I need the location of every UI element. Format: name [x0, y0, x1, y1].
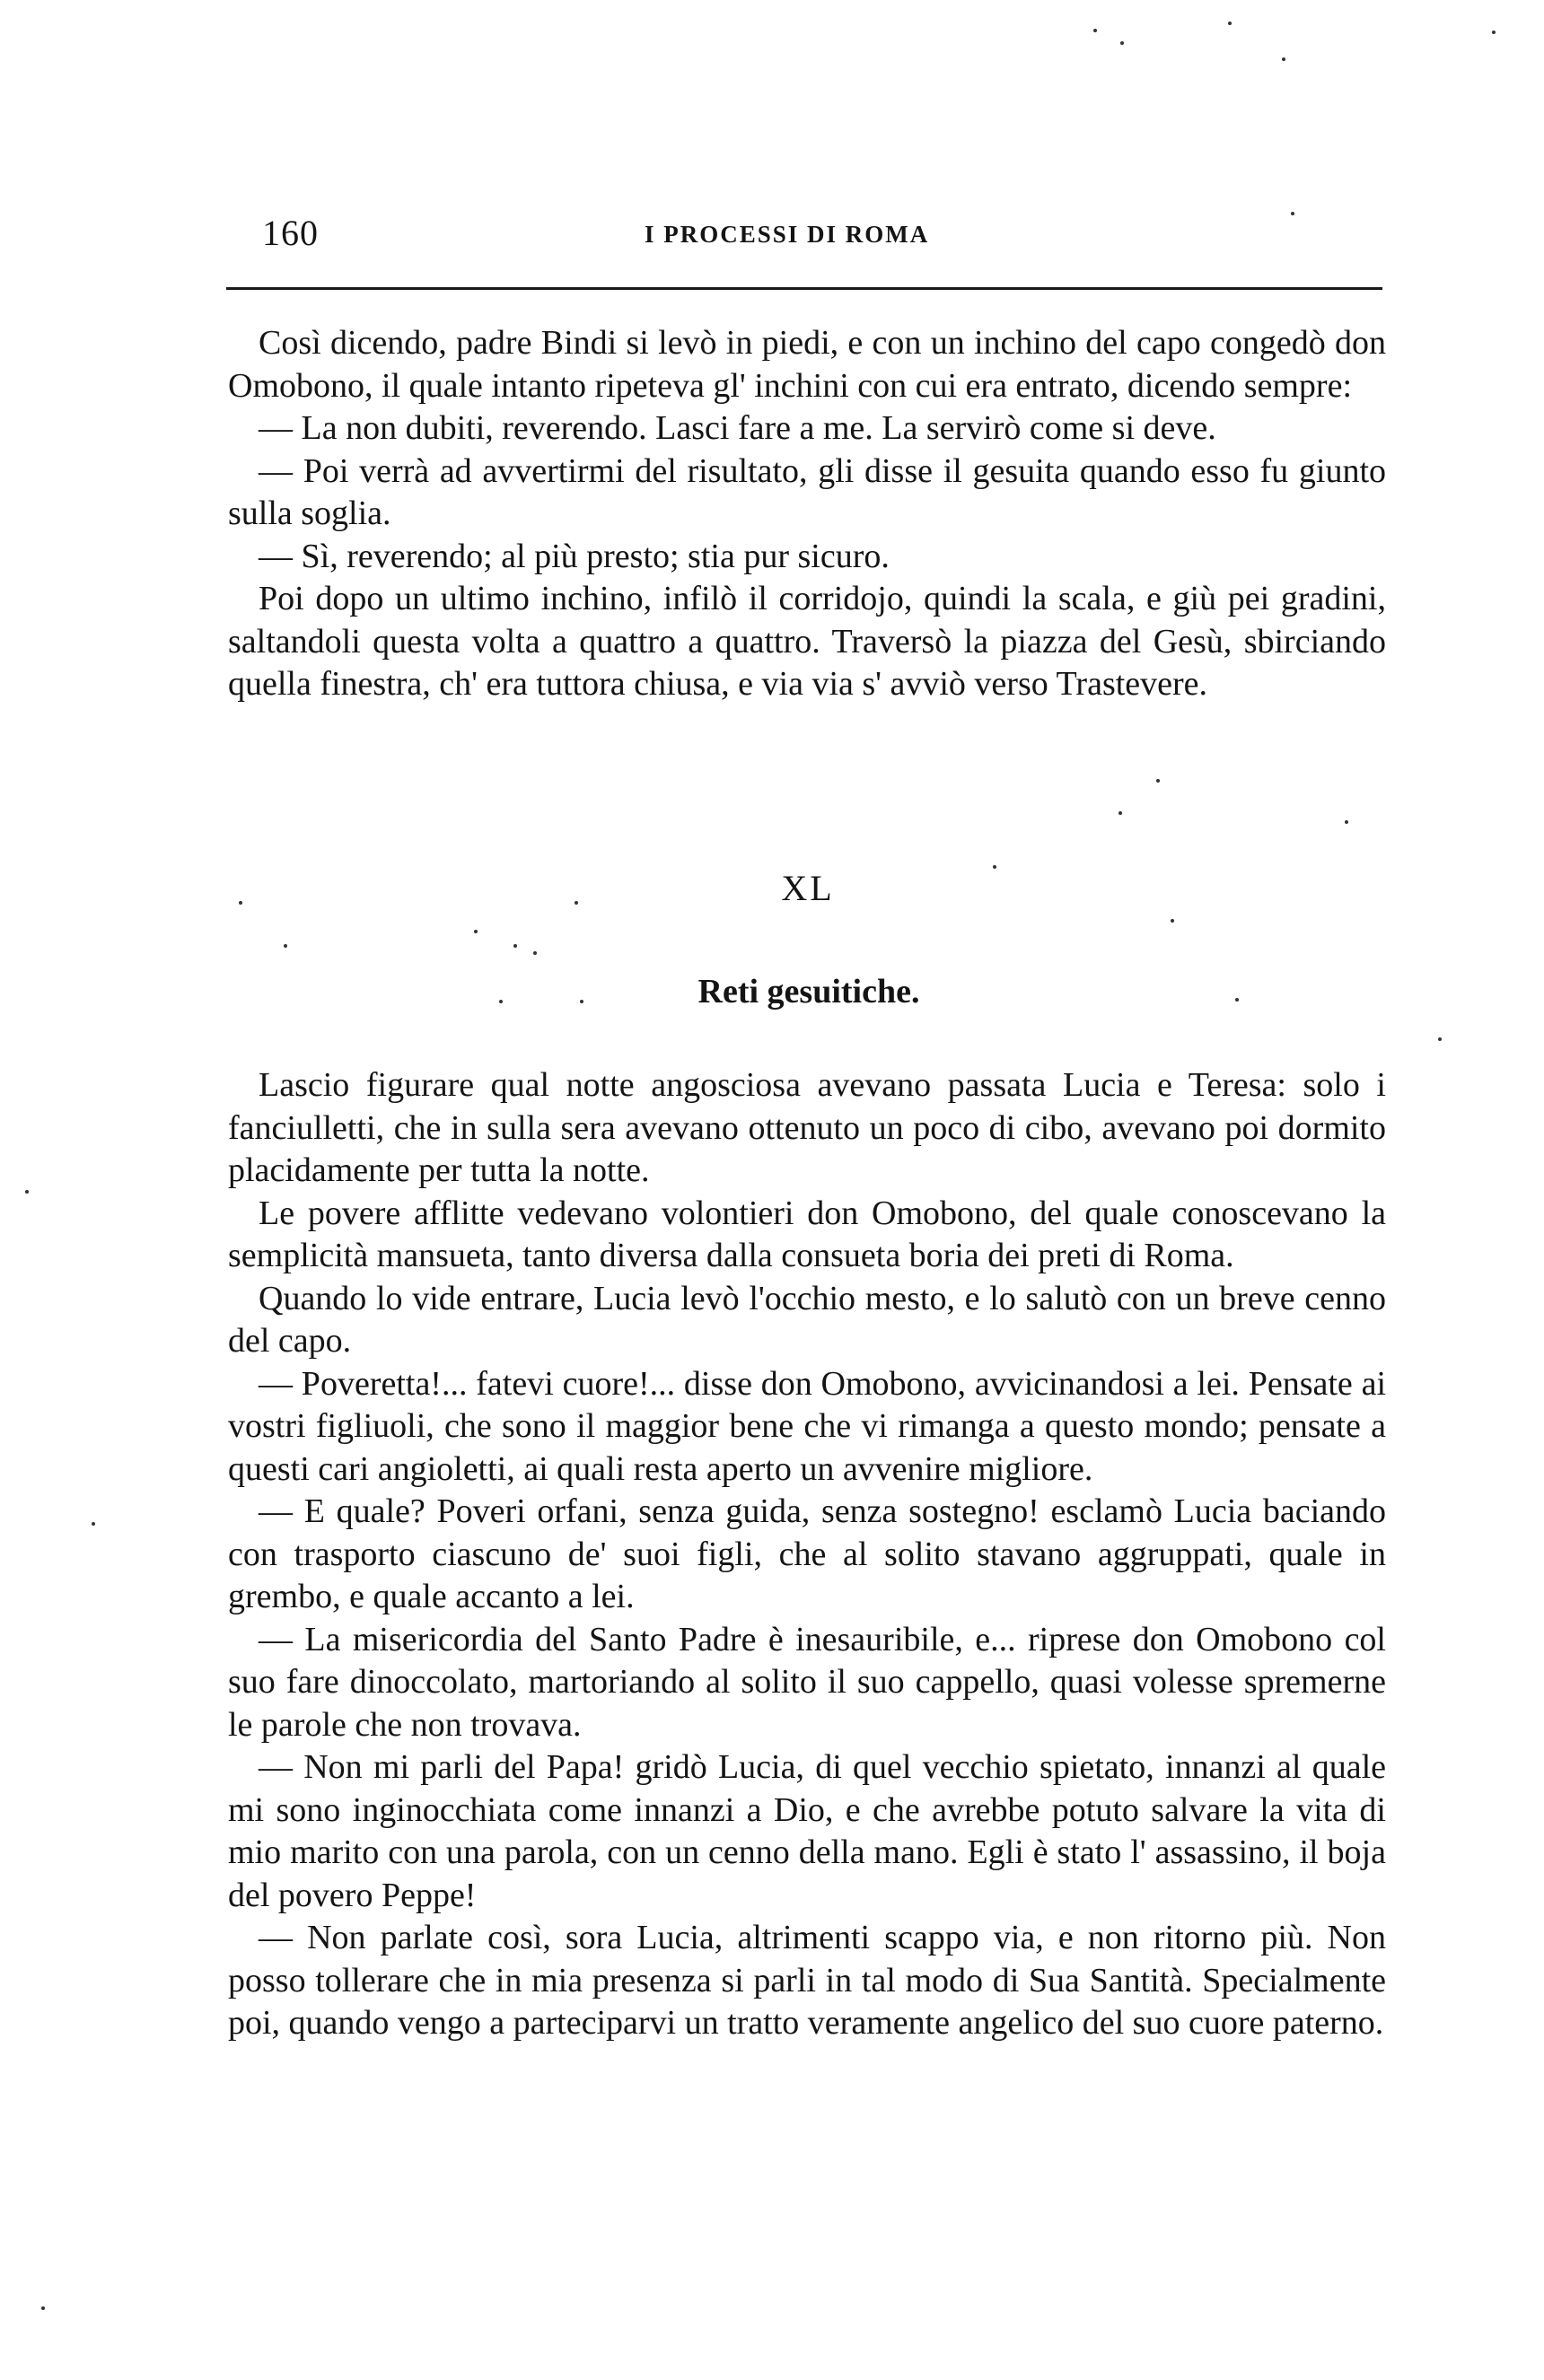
scan-speck: [1156, 779, 1160, 783]
paragraph: — La misericordia del Santo Padre è inesauribile, e... riprese don Omobono col suo fare dinoccolato, martoriando al solito il suo cappello, quasi volesse spremerne le parole che non trovava.: [228, 1620, 1386, 1744]
scan-speck: [92, 1522, 95, 1526]
paragraph: Lascio figurare qual notte angosciosa avevano passata Lucia e Teresa: solo i fanciulletti, che in sulla sera avevano ottenuto un poco di cibo, avevano poi dormito placidamente per tutta la notte.: [228, 1066, 1386, 1189]
page-number: 160: [262, 213, 319, 253]
paragraph: — Non parlate così, sora Lucia, altrimenti scappo via, e non ritorno più. Non posso tollerare che in mia presenza si parli in tal modo di Sua Santità. Specialmente poi, quando vengo a parteciparvi un tratto veramente angelico del suo cuore paterno.: [228, 1919, 1386, 2042]
scan-speck: [533, 951, 537, 955]
scan-speck: [1093, 29, 1097, 32]
scan-speck: [1120, 41, 1124, 45]
scan-speck: [1291, 212, 1294, 215]
paragraph: Quando lo vide entrare, Lucia levò l'occhio mesto, e lo salutò con un breve cenno del capo.: [228, 1279, 1386, 1360]
paragraph: — Sì, reverendo; al più presto; stia pur sicuro.: [259, 537, 890, 575]
scan-speck: [575, 901, 578, 905]
running-title: I PROCESSI DI ROMA: [645, 221, 930, 248]
scan-speck: [499, 1000, 503, 1003]
scan-speck: [239, 901, 242, 905]
paragraph: — Poi verrà ad avvertirmi del risultato, gli disse il gesuita quando esso fu giunto sulla soglia.: [228, 451, 1386, 532]
section-1-text: [228, 322, 1386, 706]
paragraph: — Poveretta!... fatevi cuore!... disse don Omobono, avvicinandosi a lei. Pensate ai vostri figliuoli, che sono il maggior bene che vi rimanga a questo mondo; pensate a questi cari angioletti, ai quali resta aperto un avvenire migliore.: [228, 1364, 1386, 1488]
section-2-text: [228, 1064, 1386, 2045]
scan-speck: [1235, 998, 1239, 1002]
scan-speck: [474, 930, 478, 933]
chapter-number: XL: [781, 868, 835, 908]
scan-speck: [1282, 57, 1285, 61]
paragraph: — La non dubiti, reverendo. Lasci fare a me. La servirò come si deve.: [259, 409, 1216, 447]
running-head: [250, 212, 1382, 266]
scan-speck: [993, 865, 996, 869]
chapter-title: Reti gesuitiche.: [697, 973, 920, 1011]
scan-speck: [284, 944, 287, 948]
scan-speck: [1228, 22, 1232, 25]
paragraph: Le povere afflitte vedevano volontieri don Omobono, del quale conoscevano la semplicità mansueta, tanto diversa dalla consueta boria dei preti di Roma.: [228, 1194, 1386, 1274]
scan-speck: [1119, 811, 1122, 815]
scan-speck: [25, 1190, 29, 1194]
paragraph: Poi dopo un ultimo inchino, infilò il corridojo, quindi la scala, e giù pei gradini, saltandoli questa volta a quattro a quattro. Traversò la piazza del Gesù, sbirciando quella finestra, ch' era tuttora chiusa, e via via s' avviò verso Trastevere.: [228, 580, 1386, 703]
paragraph: — Non mi parli del Papa! gridò Lucia, di quel vecchio spietato, innanzi al quale mi sono inginocchiata come innanzi a Dio, e che avrebbe potuto salvare la vita di mio marito con una parola, con un cenno della mano. Egli è stato l' assassino, il boja del povero Peppe!: [228, 1748, 1386, 1914]
scan-speck: [1171, 919, 1174, 923]
header-rule: [226, 287, 1382, 290]
scan-speck: [41, 2306, 45, 2310]
scan-speck: [513, 944, 517, 948]
scan-speck: [1492, 31, 1496, 34]
scan-speck: [580, 1000, 583, 1003]
scan-speck: [1345, 820, 1348, 824]
scan-speck: [1438, 1037, 1442, 1041]
paragraph: — E quale? Poveri orfani, senza guida, senza sostegno! esclamò Lucia baciando con trasporto ciascuno de' suoi figli, che al solito stavano aggruppati, quale in grembo, e quale accanto a lei.: [228, 1492, 1386, 1615]
paragraph: Così dicendo, padre Bindi si levò in piedi, e con un inchino del capo congedò don Omobono, il quale intanto ripeteva gl' inchini con cui era entrato, dicendo sempre:: [228, 324, 1386, 405]
